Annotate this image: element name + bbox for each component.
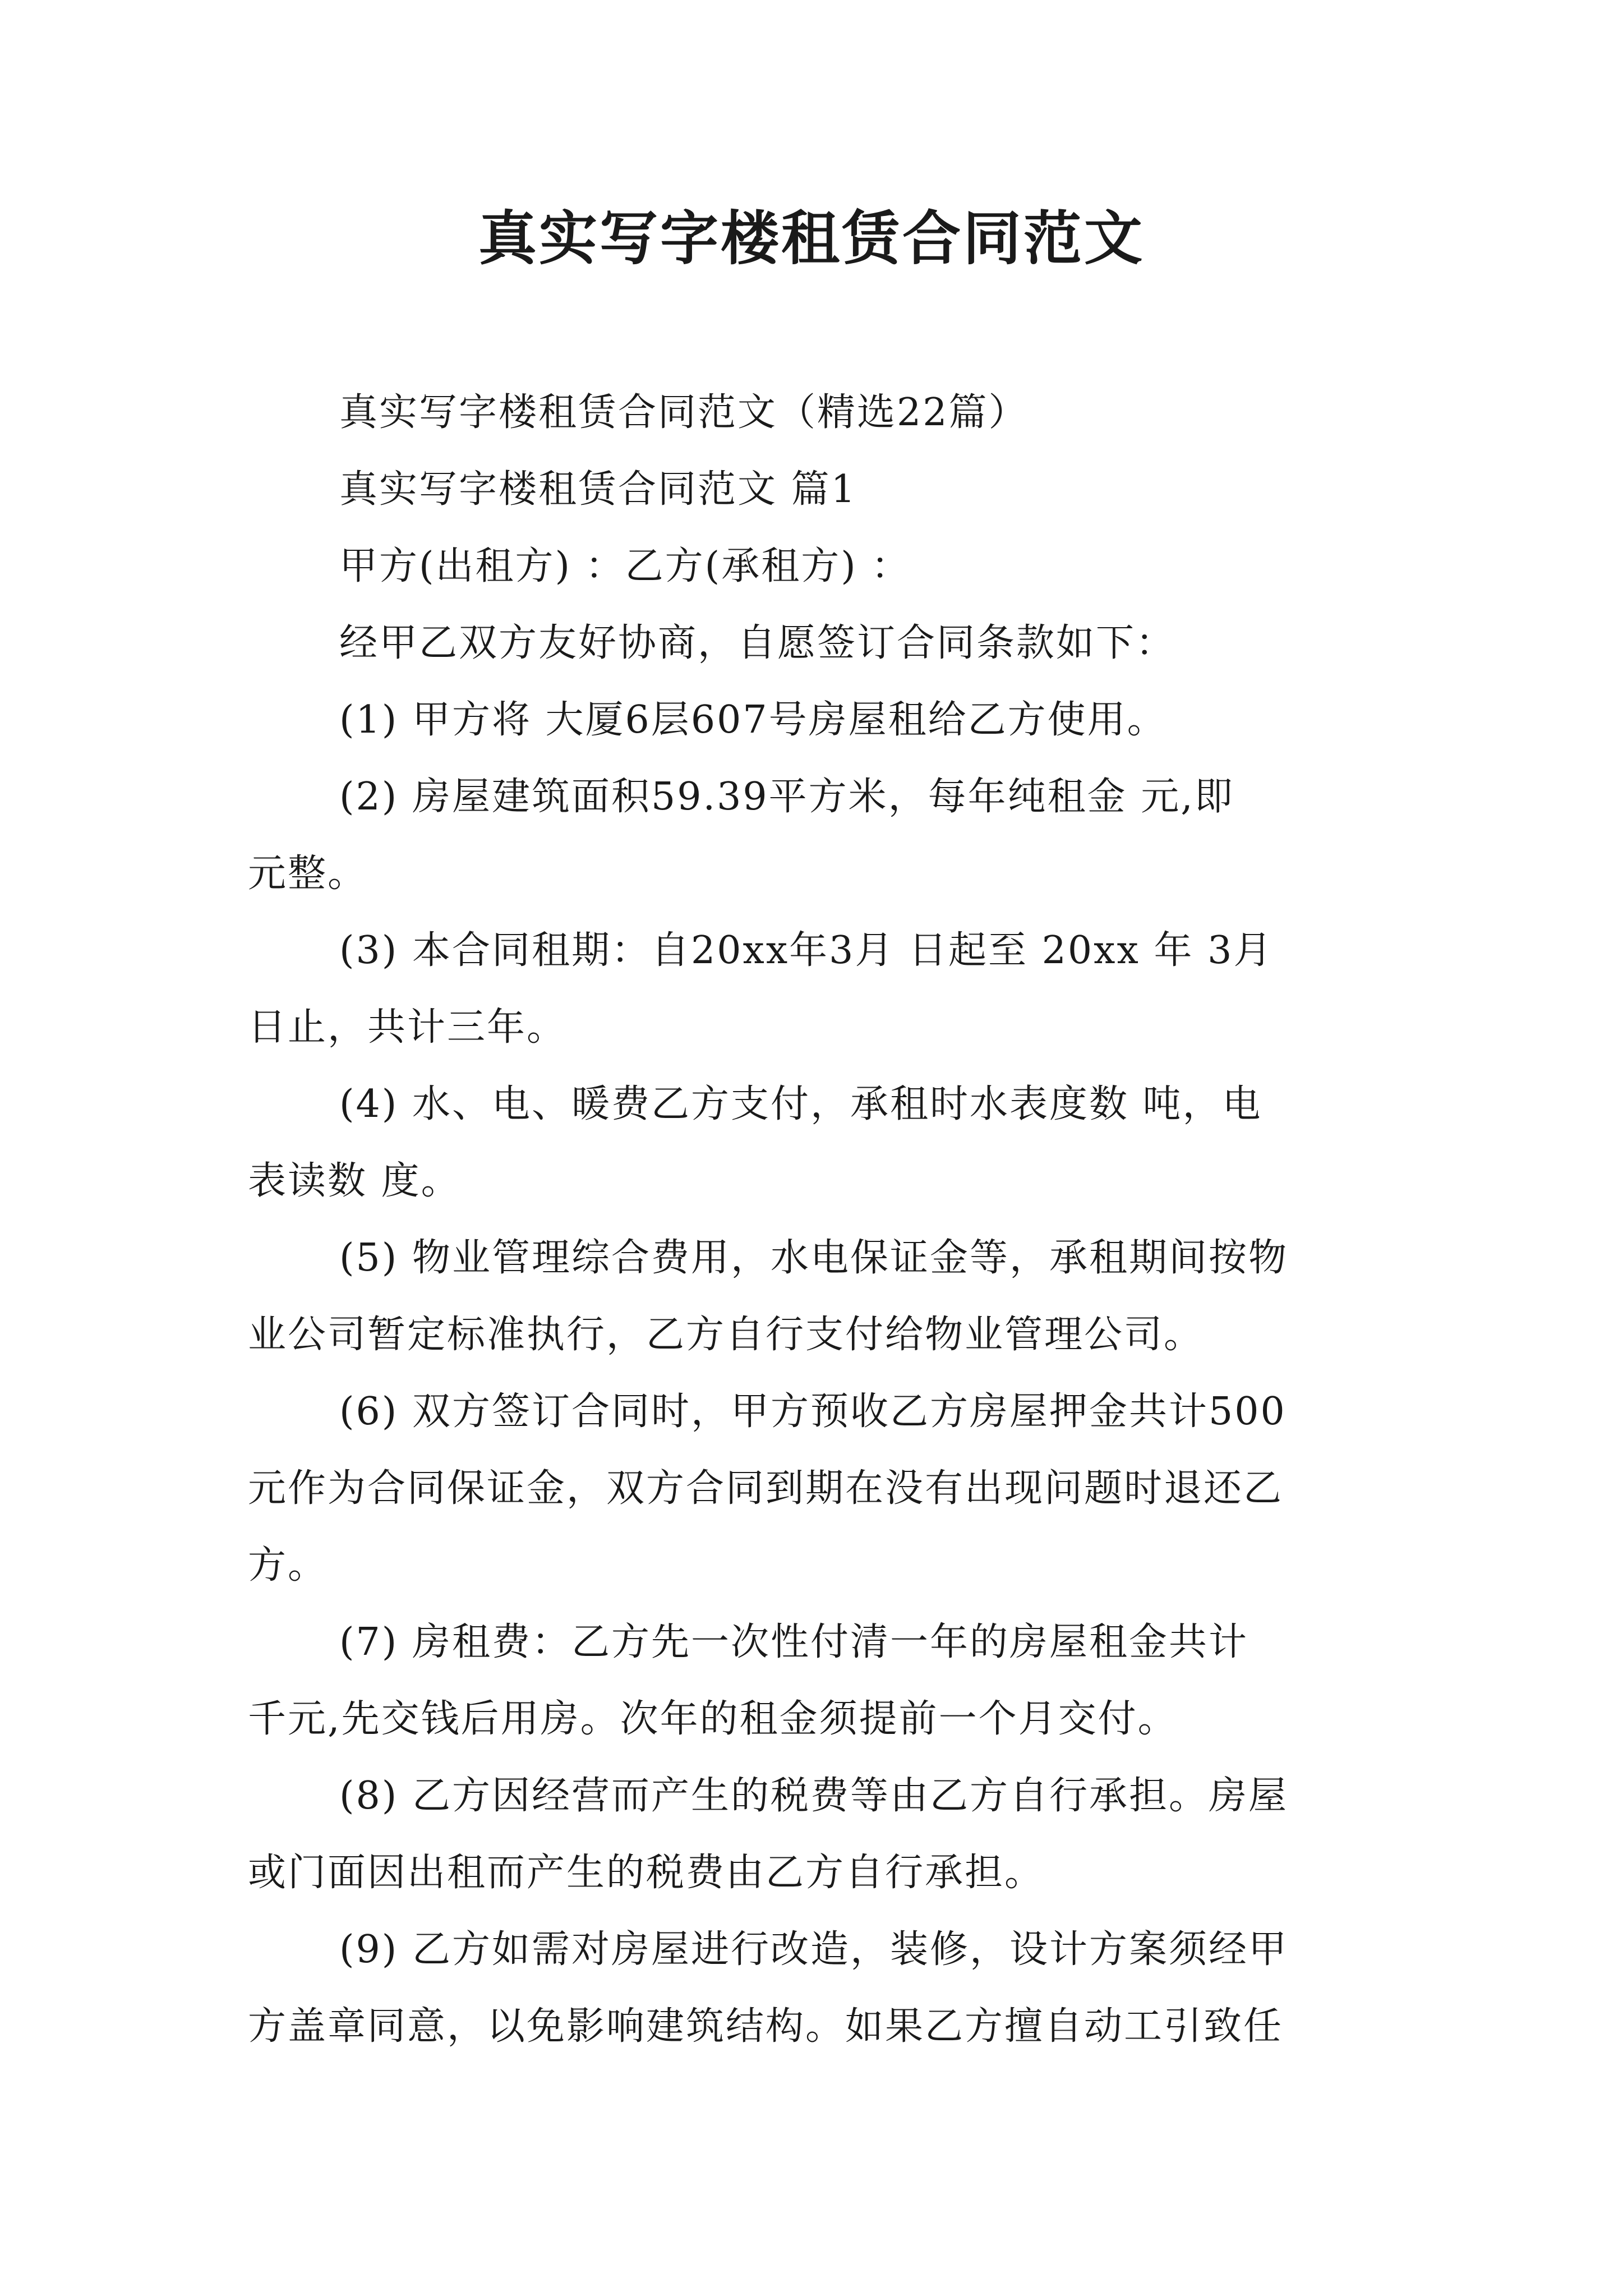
clause-6-line: (6) 双方签订合同时，甲方预收乙方房屋押金共计500	[339, 1389, 1287, 1434]
document-title: 真实写字楼租赁合同范文	[478, 204, 1145, 273]
subtitle-line: 真实写字楼租赁合同范文（精选22篇）	[339, 390, 1029, 435]
clause-2-line: (2) 房屋建筑面积59.39平方米，每年纯租金 元,即	[339, 775, 1234, 819]
clause-9-line: (9) 乙方如需对房屋进行改造，装修，设计方案须经甲	[339, 1927, 1288, 1972]
clause-8-line: (8) 乙方因经营而产生的税费等由乙方自行承担。房屋	[339, 1774, 1288, 1818]
section-heading: 真实写字楼租赁合同范文 篇1	[339, 467, 857, 512]
clause-9-line-cont: 方盖章同意，以免影响建筑结构。如果乙方擅自动工引致任	[248, 2004, 1284, 2049]
clause-5-line: (5) 物业管理综合费用，水电保证金等，承租期间按物	[339, 1236, 1288, 1280]
clause-8-line-cont: 或门面因出租而产生的税费由乙方自行承担。	[248, 1851, 1045, 1895]
clause-3-line: (3) 本合同租期：自20xx年3月 日起至 20xx 年 3月	[339, 928, 1274, 973]
clause-4-line: (4) 水、电、暖费乙方支付，承租时水表度数 吨，电	[339, 1082, 1262, 1126]
clause-6-line-cont: 元作为合同保证金，双方合同到期在没有出现问题时退还乙	[248, 1466, 1284, 1511]
clause-3-line-cont: 日止，共计三年。	[248, 1005, 567, 1050]
clause-6-line-cont: 方。	[248, 1543, 328, 1588]
clause-7-line-cont: 千元,先交钱后用房。次年的租金须提前一个月交付。	[248, 1697, 1178, 1741]
clause-5-line-cont: 业公司暂定标准执行，乙方自行支付给物业管理公司。	[248, 1313, 1204, 1357]
clause-4-line-cont: 表读数 度。	[248, 1159, 461, 1203]
clause-7-line: (7) 房租费：乙方先一次性付清一年的房屋租金共计	[339, 1620, 1248, 1664]
clause-2-line-cont: 元整。	[248, 852, 368, 896]
parties-line: 甲方(出租方) ：乙方(承租方) ：	[339, 544, 911, 588]
intro-line: 经甲乙双方友好协商，自愿签订合同条款如下：	[339, 621, 1176, 665]
clause-1-line: (1) 甲方将 大厦6层607号房屋租给乙方使用。	[339, 698, 1167, 742]
